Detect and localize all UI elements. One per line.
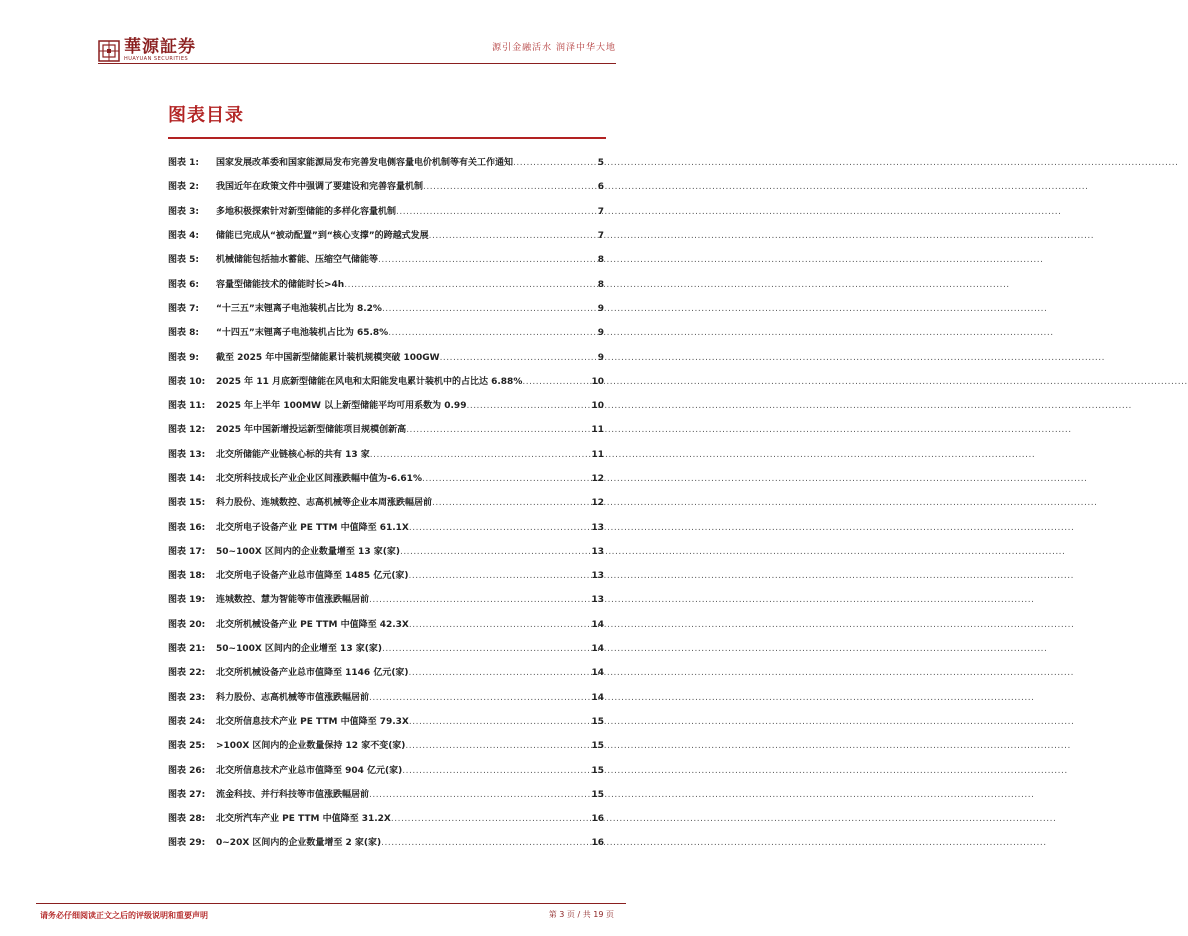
company-logo bbox=[98, 38, 196, 63]
toc-entry-page: 9 bbox=[597, 352, 604, 363]
toc-entry[interactable] bbox=[168, 661, 604, 685]
logo-name-en: HUAYUAN SECURITIES bbox=[124, 56, 189, 62]
toc-leader-dots bbox=[369, 692, 590, 704]
toc-entry-label: 图表 18: bbox=[168, 571, 206, 582]
figure-list bbox=[168, 151, 604, 856]
toc-entry-label: 图表 3: bbox=[168, 206, 199, 217]
toc-entry-page: 8 bbox=[597, 255, 604, 266]
toc-entry-label: 图表 19: bbox=[168, 595, 206, 606]
toc-leader-dots bbox=[370, 449, 591, 461]
toc-entry[interactable] bbox=[168, 418, 604, 442]
toc-entry-label: 图表 4: bbox=[168, 231, 199, 242]
toc-entry-title: 北交所信息技术产业总市值降至 904 亿元(家) bbox=[216, 765, 403, 776]
toc-leader-dots bbox=[440, 352, 597, 364]
toc-entry[interactable] bbox=[168, 394, 604, 418]
toc-leader-dots bbox=[409, 716, 591, 728]
toc-entry-label: 图表 10: bbox=[168, 376, 206, 387]
toc-entry-title: 科力股份、志高机械等市值涨跌幅居前 bbox=[216, 692, 370, 703]
toc-entry-title: “十三五”末锂离子电池装机占比为 8.2% bbox=[216, 303, 382, 314]
title-divider bbox=[168, 137, 606, 139]
toc-entry-title: 50~100X 区间内的企业数量增至 13 家(家) bbox=[216, 546, 400, 557]
toc-entry-label: 图表 8: bbox=[168, 328, 199, 339]
toc-entry-page: 15 bbox=[591, 765, 604, 776]
footer-disclaimer: 请务必仔细阅读正文之后的评级说明和重要声明 bbox=[40, 911, 208, 920]
toc-entry-page: 8 bbox=[597, 279, 604, 290]
toc-entry-title: 连城数控、慧为智能等市值涨跌幅居前 bbox=[216, 595, 370, 606]
toc-leader-dots bbox=[402, 765, 590, 777]
toc-entry-page: 15 bbox=[591, 716, 604, 727]
toc-entry[interactable] bbox=[168, 734, 604, 758]
toc-entry-page: 13 bbox=[591, 546, 604, 557]
toc-entry-label: 图表 28: bbox=[168, 814, 206, 825]
toc-entry-label: 图表 26: bbox=[168, 765, 206, 776]
toc-leader-dots bbox=[391, 813, 591, 825]
toc-entry-title: 50~100X 区间内的企业增至 13 家(家) bbox=[216, 644, 382, 655]
toc-entry-page: 11 bbox=[591, 425, 604, 436]
toc-entry-page: 16 bbox=[591, 814, 604, 825]
footer-divider bbox=[36, 903, 626, 904]
toc-entry-title: 流金科技、并行科技等市值涨跌幅居前 bbox=[216, 789, 370, 800]
toc-entry[interactable] bbox=[168, 443, 604, 467]
toc-leader-dots bbox=[388, 327, 597, 339]
toc-entry-title: 多地积极探索针对新型储能的多样化容量机制 bbox=[216, 206, 397, 217]
toc-entry-page: 15 bbox=[591, 741, 604, 752]
toc-entry-label: 图表 23: bbox=[168, 692, 206, 703]
toc-entry-page: 7 bbox=[597, 231, 604, 242]
toc-entry[interactable] bbox=[168, 783, 604, 807]
toc-entry-title: 2025 年上半年 100MW 以上新型储能平均可用系数为 0.99 bbox=[216, 401, 467, 412]
toc-leader-dots bbox=[409, 522, 591, 534]
toc-entry-label: 图表 12: bbox=[168, 425, 206, 436]
toc-entry-title: 0~20X 区间内的企业数量增至 2 家(家) bbox=[216, 838, 382, 849]
toc-entry-page: 11 bbox=[591, 449, 604, 460]
toc-entry[interactable] bbox=[168, 345, 604, 369]
toc-leader-dots bbox=[344, 279, 597, 291]
toc-entry-page: 13 bbox=[591, 571, 604, 582]
toc-leader-dots bbox=[378, 254, 597, 266]
toc-entry[interactable] bbox=[168, 200, 604, 224]
toc-entry-title: 我国近年在政策文件中强调了要建设和完善容量机制 bbox=[216, 182, 424, 193]
toc-entry-page: 14 bbox=[591, 619, 604, 630]
toc-entry-page: 13 bbox=[591, 595, 604, 606]
toc-entry-title: 科力股份、连城数控、志高机械等企业本周涨跌幅居前 bbox=[216, 498, 433, 509]
header-slogan: 源引金融活水 润泽中华大地 bbox=[492, 43, 616, 53]
toc-entry-label: 图表 15: bbox=[168, 498, 206, 509]
toc-entry-page: 6 bbox=[597, 182, 604, 193]
toc-entry-label: 图表 17: bbox=[168, 546, 206, 557]
toc-entry-title: 北交所科技成长产业企业区间涨跌幅中值为-6.61% bbox=[216, 474, 422, 484]
toc-entry-title: 国家发展改革委和国家能源局发布完善发电侧容量电价机制等有关工作通知 bbox=[216, 158, 514, 169]
toc-entry-label: 图表 29: bbox=[168, 838, 206, 849]
toc-entry[interactable] bbox=[168, 613, 604, 637]
toc-entry-page: 12 bbox=[591, 498, 604, 509]
toc-entry-page: 10 bbox=[591, 376, 604, 387]
toc-leader-dots bbox=[406, 424, 590, 436]
toc-entry-title: 容量型储能技术的储能时长>4h bbox=[216, 279, 345, 290]
toc-leader-dots bbox=[422, 473, 591, 485]
toc-entry-label: 图表 16: bbox=[168, 522, 206, 533]
toc-entry-page: 10 bbox=[591, 401, 604, 412]
toc-entry[interactable] bbox=[168, 588, 604, 612]
toc-entry[interactable] bbox=[168, 540, 604, 564]
toc-entry-label: 图表 5: bbox=[168, 255, 199, 266]
toc-leader-dots bbox=[369, 594, 590, 606]
toc-leader-dots bbox=[396, 206, 597, 218]
toc-leader-dots bbox=[429, 230, 597, 242]
toc-entry[interactable] bbox=[168, 686, 604, 710]
toc-leader-dots bbox=[409, 570, 591, 582]
toc-leader-dots bbox=[382, 643, 591, 655]
toc-entry[interactable] bbox=[168, 807, 604, 831]
toc-entry-page: 13 bbox=[591, 522, 604, 533]
toc-entry[interactable] bbox=[168, 297, 604, 321]
toc-leader-dots bbox=[405, 740, 590, 752]
toc-leader-dots bbox=[382, 303, 597, 315]
toc-leader-dots bbox=[400, 546, 591, 558]
toc-entry-label: 图表 24: bbox=[168, 716, 206, 727]
toc-entry-page: 14 bbox=[591, 692, 604, 703]
page-number: 第 3 页 / 共 19 页 bbox=[548, 910, 614, 919]
toc-leader-dots bbox=[409, 667, 591, 679]
toc-entry-label: 图表 11: bbox=[168, 401, 206, 412]
toc-entry-title: 北交所信息技术产业 PE TTM 中值降至 79.3X bbox=[216, 716, 409, 727]
toc-entry[interactable] bbox=[168, 831, 604, 855]
logo-emblem-icon bbox=[98, 40, 120, 62]
toc-leader-dots bbox=[369, 789, 590, 801]
toc-entry-page: 14 bbox=[591, 644, 604, 655]
toc-entry-page: 16 bbox=[591, 838, 604, 849]
toc-entry-title: 北交所储能产业链核心标的共有 13 家 bbox=[216, 449, 370, 460]
toc-leader-dots bbox=[409, 619, 591, 631]
page-title: 图表目录 bbox=[168, 105, 244, 126]
toc-entry-title: 储能已完成从“被动配置”到“核心支撑”的跨越式发展 bbox=[216, 231, 429, 242]
toc-entry-page: 5 bbox=[597, 158, 604, 169]
toc-entry-page: 12 bbox=[591, 474, 604, 484]
toc-entry-title: 截至 2025 年中国新型储能累计装机规模突破 100GW bbox=[216, 352, 440, 363]
toc-entry[interactable] bbox=[168, 710, 604, 734]
toc-entry[interactable] bbox=[168, 758, 604, 782]
logo-name-cn: 華源証券 bbox=[124, 37, 196, 57]
toc-entry-label: 图表 22: bbox=[168, 668, 206, 679]
toc-entry-label: 图表 7: bbox=[168, 303, 199, 314]
toc-leader-dots bbox=[466, 400, 590, 412]
toc-entry[interactable] bbox=[168, 224, 604, 248]
toc-leader-dots bbox=[432, 497, 590, 509]
toc-entry-label: 图表 6: bbox=[168, 279, 199, 290]
toc-entry-title: >100X 区间内的企业数量保持 12 家不变(家) bbox=[216, 741, 406, 752]
toc-entry[interactable] bbox=[168, 321, 604, 345]
toc-entry-title: 北交所汽车产业 PE TTM 中值降至 31.2X bbox=[216, 814, 391, 825]
toc-entry-title: 北交所机械设备产业 PE TTM 中值降至 42.3X bbox=[216, 619, 409, 630]
toc-entry[interactable] bbox=[168, 467, 604, 491]
toc-entry-label: 图表 13: bbox=[168, 449, 206, 460]
toc-entry-label: 图表 25: bbox=[168, 741, 206, 752]
toc-leader-dots bbox=[381, 837, 590, 849]
toc-entry-page: 15 bbox=[591, 789, 604, 800]
toc-leader-dots bbox=[522, 376, 590, 388]
toc-entry-label: 图表 27: bbox=[168, 789, 206, 800]
toc-entry-label: 图表 20: bbox=[168, 619, 206, 630]
toc-entry-label: 图表 1: bbox=[168, 158, 199, 169]
toc-entry-title: 2025 年中国新增投运新型储能项目规模创新高 bbox=[216, 425, 407, 436]
toc-entry-title: 北交所电子设备产业 PE TTM 中值降至 61.1X bbox=[216, 522, 409, 533]
toc-entry-title: “十四五”末锂离子电池装机占比为 65.8% bbox=[216, 328, 389, 339]
toc-entry-label: 图表 14: bbox=[168, 474, 206, 484]
toc-entry[interactable] bbox=[168, 515, 604, 539]
toc-entry[interactable] bbox=[168, 151, 604, 175]
toc-leader-dots bbox=[513, 157, 597, 169]
toc-entry-page: 9 bbox=[597, 328, 604, 339]
toc-entry-page: 14 bbox=[591, 668, 604, 679]
toc-entry[interactable] bbox=[168, 248, 604, 272]
toc-entry[interactable] bbox=[168, 272, 604, 296]
toc-entry-title: 北交所电子设备产业总市值降至 1485 亿元(家) bbox=[216, 571, 409, 582]
toc-entry-title: 机械储能包括抽水蓄能、压缩空气储能等 bbox=[216, 255, 379, 266]
header-divider bbox=[98, 63, 616, 64]
toc-entry-title: 北交所机械设备产业总市值降至 1146 亿元(家) bbox=[216, 668, 409, 679]
toc-entry[interactable] bbox=[168, 370, 604, 394]
toc-entry-page: 9 bbox=[597, 303, 604, 314]
toc-entry[interactable] bbox=[168, 564, 604, 588]
toc-leader-dots bbox=[423, 181, 597, 193]
toc-entry[interactable] bbox=[168, 491, 604, 515]
toc-entry[interactable] bbox=[168, 637, 604, 661]
toc-entry-label: 图表 9: bbox=[168, 352, 199, 363]
toc-entry-label: 图表 2: bbox=[168, 182, 199, 193]
toc-entry[interactable] bbox=[168, 175, 604, 199]
toc-entry-label: 图表 21: bbox=[168, 644, 206, 655]
toc-entry-title: 2025 年 11 月底新型储能在风电和太阳能发电累计装机中的占比达 6.88% bbox=[216, 376, 523, 387]
toc-entry-page: 7 bbox=[597, 206, 604, 217]
